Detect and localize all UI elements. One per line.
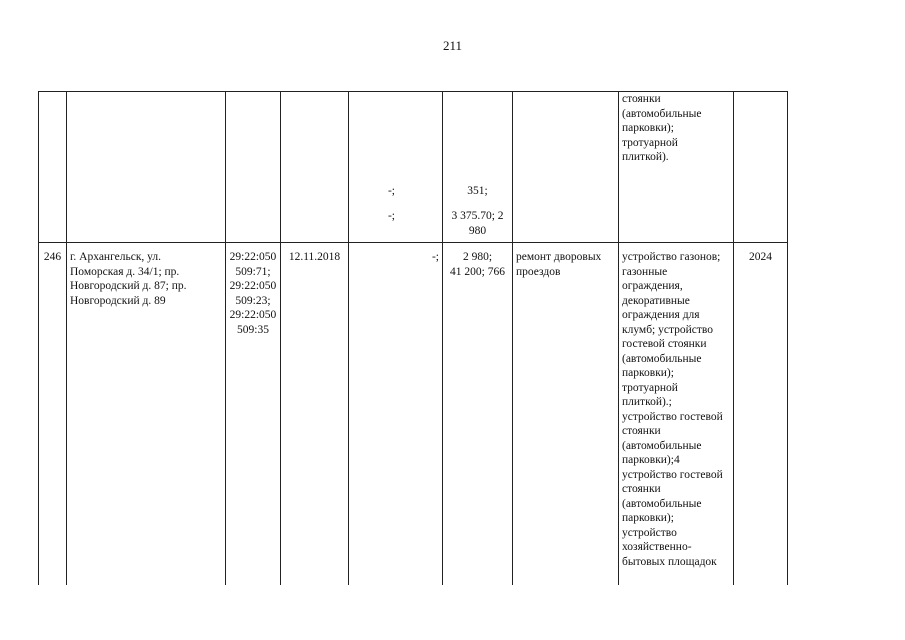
cell-area [443,92,513,243]
cell-work-type: ремонт дворовых проездов [513,243,619,586]
cell-number: 246 [39,243,67,586]
cell-col5: -; [349,243,443,586]
registry-table [38,91,788,585]
cell-works: стоянки (автомобильные парковки); тротуарной плиткой). [619,92,734,243]
col5-value-2: -; [387,210,395,222]
col5-value-1: -; [387,185,395,197]
cell-year [734,92,788,243]
area-value-2: 3 375.70; 2 980 [451,210,504,237]
cell-work-type [513,92,619,243]
page-number: 211 [442,38,463,53]
cell-date: 12.11.2018 [281,243,349,586]
cell-year: 2024 [734,243,788,586]
table-row-246 [39,243,788,586]
cell-works: устройство газонов; газонные ограждения, декоративные ограждения для клумб; устройство гостевой стоянки (автомобильные парковки); тротуарной плиткой).; устройство гостевой стоянки (автомобильные парковки);4 устройство гостевой стоянки (автомобильные парковки); устройство хозяйственно- бытовых площадок [619,243,734,586]
cell-address [67,92,226,243]
cell-address: г. Архангельск, ул. Поморская д. 34/1; пр. Новгородский д. 87; пр. Новгородский д. 89 [67,243,226,586]
cell-number [39,92,67,243]
area-value-1: 351; [467,185,488,197]
cell-area: 2 980; 41 200; 766 [443,243,513,586]
cell-cadastral [226,92,281,243]
cell-col5 [349,92,443,243]
table-row-continuation [39,92,788,243]
cell-date [281,92,349,243]
cell-cadastral: 29:22:050 509:71; 29:22:050 509:23; 29:22:050 509:35 [226,243,281,586]
